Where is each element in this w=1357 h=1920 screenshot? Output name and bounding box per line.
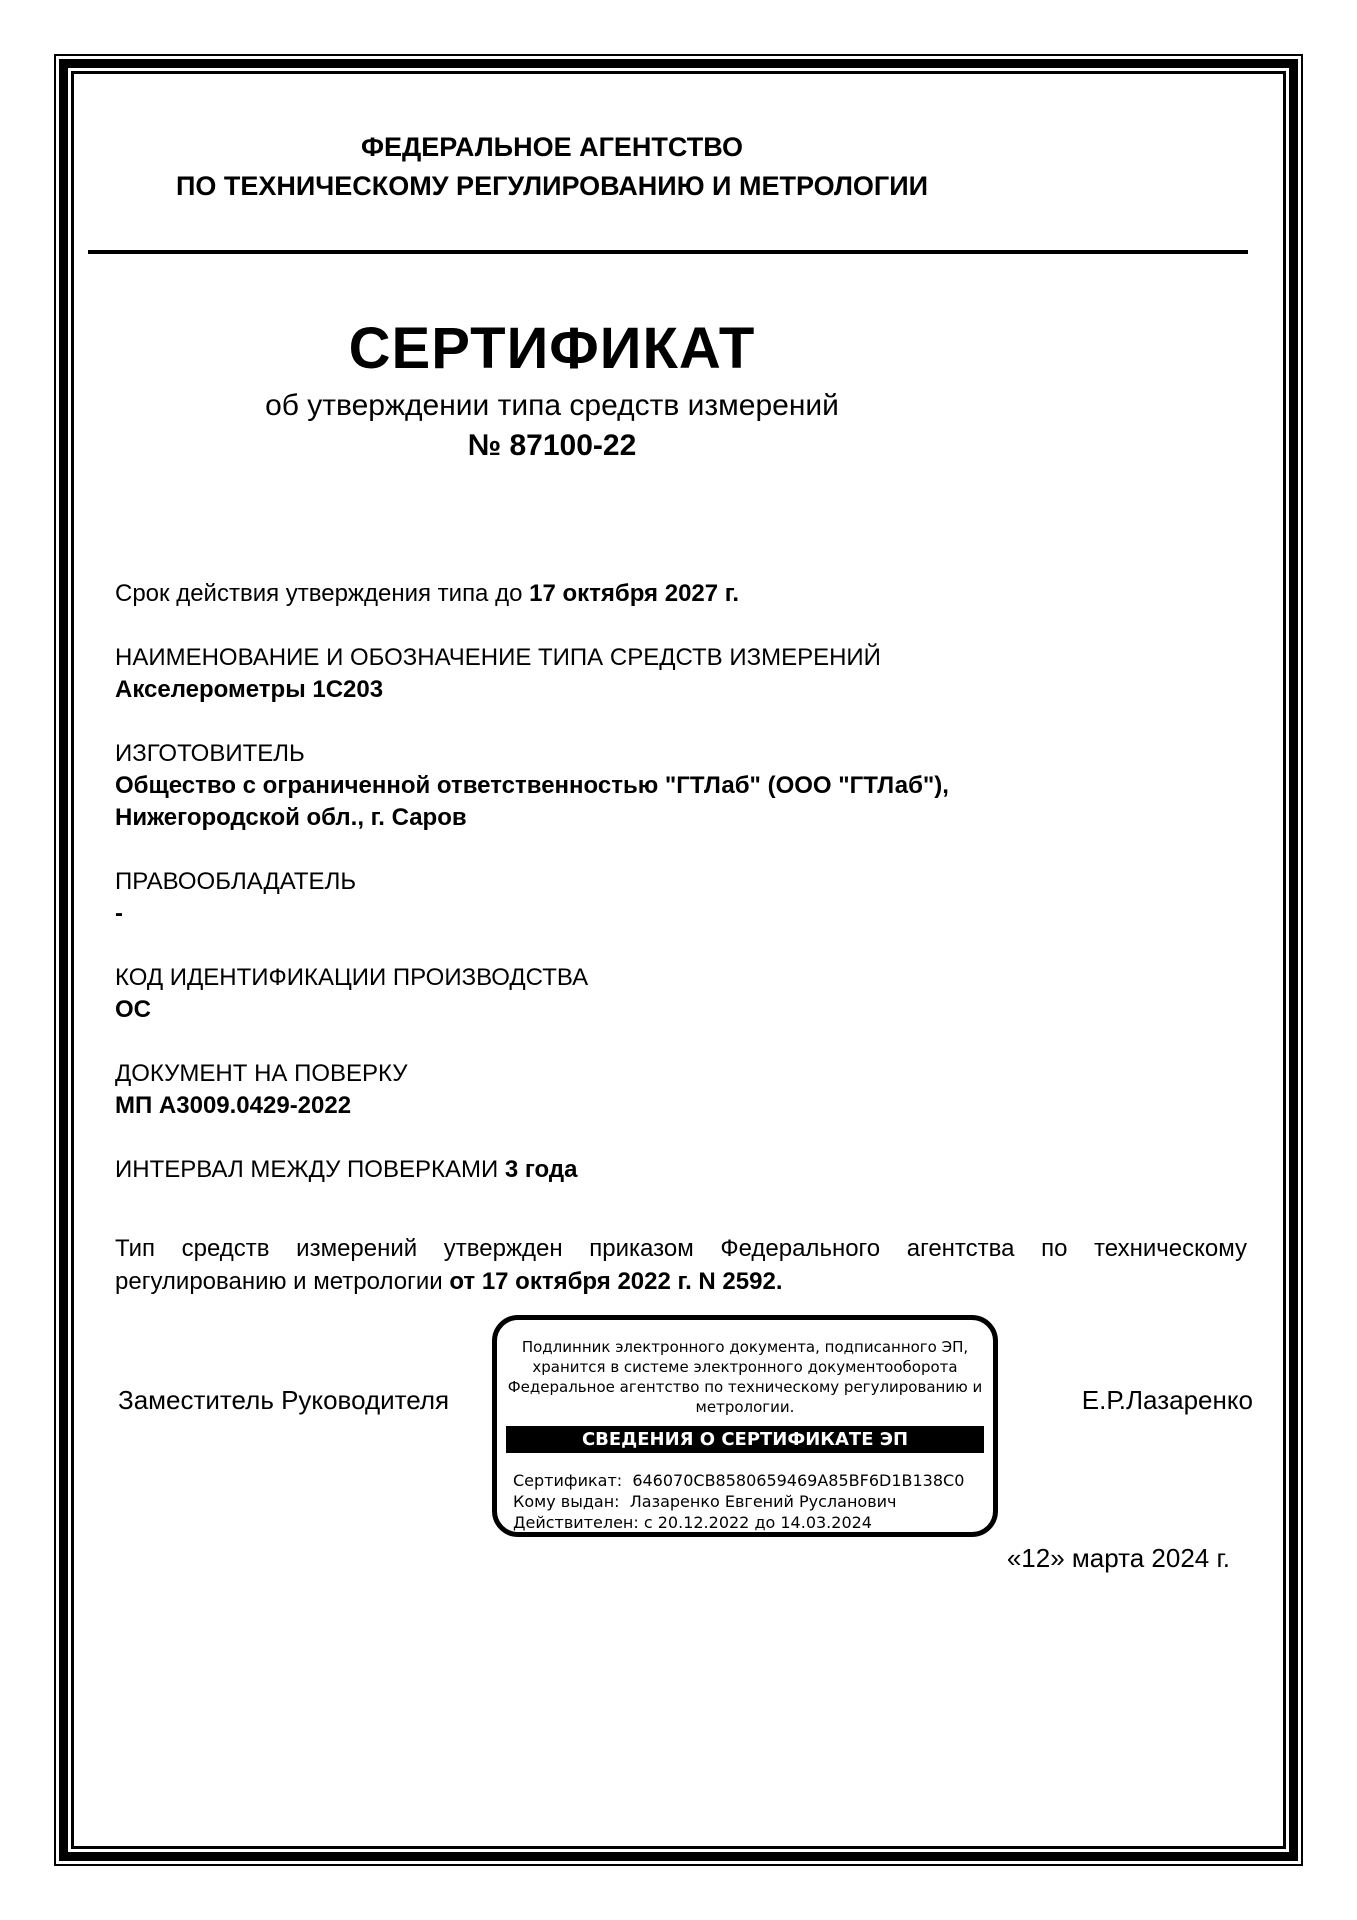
field-manufacturer-value-line2: Нижегородской обл., г. Саров xyxy=(115,804,467,831)
signer-position: Заместитель Руководителя xyxy=(118,1385,450,1415)
stamp-certificate-issued-to: Кому выдан: Лазаренко Евгений Русланович xyxy=(513,1492,897,1511)
stamp-certificate-serial: Сертификат: 646070CB8580659469A85BF6D1B138C0 xyxy=(513,1471,965,1490)
validity-line xyxy=(115,578,1247,610)
approval-order: от 17 октября 2022 г. N 2592. xyxy=(449,1268,783,1295)
agency-header-line1: ФЕДЕРАЛЬНОЕ АГЕНТСТВО xyxy=(360,132,744,162)
field-manufacturer-value-line1: Общество с ограниченной ответственностью "ГТЛаб" (ООО "ГТЛаб"), xyxy=(115,772,949,799)
field-manufacturer-label: ИЗГОТОВИТЕЛЬ xyxy=(115,740,305,767)
stamp-description-line3: Федеральное агентство по техническому регулированию и xyxy=(507,1378,983,1396)
field-verification-doc-value: МП А3009.0429-2022 xyxy=(115,1092,352,1119)
field-rightholder-value: - xyxy=(115,900,123,927)
field-type-name-value: Акселерометры 1С203 xyxy=(115,676,384,703)
certificate-number: № 87100-22 xyxy=(467,429,637,462)
stamp-certificate-valid-range: Действителен: с 20.12.2022 до 14.03.2024 xyxy=(513,1513,872,1532)
field-production-code xyxy=(115,962,1247,1026)
title-block xyxy=(88,316,1016,466)
field-production-code-value: ОС xyxy=(115,996,151,1023)
field-verification-doc-label: ДОКУМЕНТ НА ПОВЕРКУ xyxy=(115,1060,408,1087)
agency-header xyxy=(88,128,1016,206)
field-type-name xyxy=(115,642,1247,706)
field-verification-doc xyxy=(115,1058,1247,1122)
stamp-description-line2: хранится в системе электронного документооборота xyxy=(532,1358,958,1376)
approval-paragraph xyxy=(115,1232,1247,1298)
field-rightholder xyxy=(115,866,1247,930)
validity-value: 17 октября 2027 г. xyxy=(529,580,740,607)
interval-line xyxy=(115,1154,1247,1186)
stamp-certificate-details xyxy=(513,1470,985,1533)
interval-value: 3 года xyxy=(504,1156,578,1183)
certificate-body xyxy=(115,578,1247,1298)
validity-prefix: Срок действия утверждения типа до xyxy=(115,580,530,607)
stamp-description-line1: Подлинник электронного документа, подписанного ЭП, xyxy=(521,1338,969,1356)
approval-text: Тип средств измерений утвержден приказом Федерального агентства по техническому регулированию и метрологии xyxy=(115,1235,1247,1295)
header-divider xyxy=(88,250,1248,254)
signer-name: Е.Р.Лазаренко xyxy=(1081,1385,1253,1415)
certificate-title: СЕРТИФИКАТ xyxy=(348,316,756,381)
field-manufacturer xyxy=(115,738,1247,834)
document-date: «12» марта 2024 г. xyxy=(1006,1543,1230,1573)
digital-signature-stamp xyxy=(492,1315,998,1537)
field-type-name-label: НАИМЕНОВАНИЕ И ОБОЗНАЧЕНИЕ ТИПА СРЕДСТВ ИЗМЕРЕНИЙ xyxy=(115,644,881,671)
stamp-description xyxy=(505,1337,985,1417)
stamp-certificate-info-bar: СВЕДЕНИЯ О СЕРТИФИКАТЕ ЭП xyxy=(506,1426,984,1453)
agency-header-line2: ПО ТЕХНИЧЕСКОМУ РЕГУЛИРОВАНИЮ И МЕТРОЛОГИИ xyxy=(175,171,929,201)
field-rightholder-label: ПРАВООБЛАДАТЕЛЬ xyxy=(115,868,357,895)
certificate-subtitle: об утверждении типа средств измерений xyxy=(265,389,839,422)
field-production-code-label: КОД ИДЕНТИФИКАЦИИ ПРОИЗВОДСТВА xyxy=(115,964,589,991)
interval-prefix: ИНТЕРВАЛ МЕЖДУ ПОВЕРКАМИ xyxy=(115,1156,505,1183)
stamp-description-line4: метрологии. xyxy=(695,1398,795,1416)
